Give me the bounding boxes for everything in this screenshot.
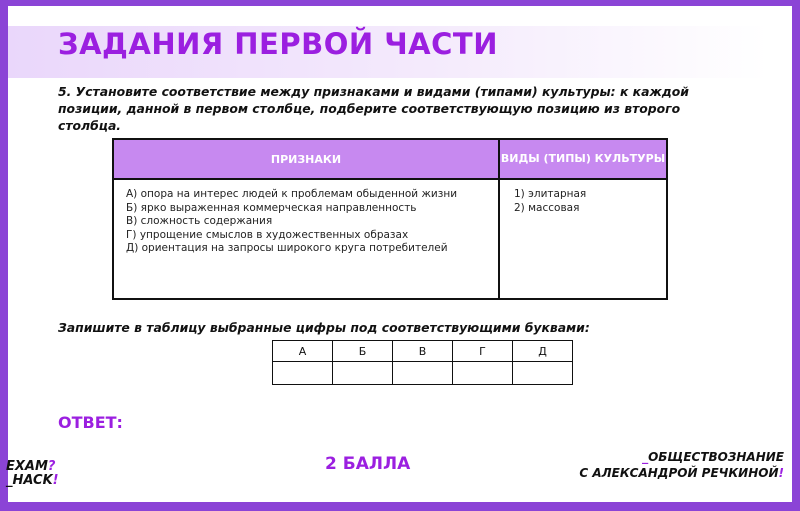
feature-item: Г) упрощение смыслов в художественных образах — [126, 228, 409, 241]
logo-exam: EXAM — [6, 459, 48, 474]
answer-letter: Д — [513, 341, 573, 362]
points-label: 2 БАЛЛА — [325, 454, 411, 474]
answer-letter: В — [393, 341, 453, 362]
logo-hack: _HACK — [6, 473, 53, 488]
matching-table — [112, 138, 668, 300]
features-header: ПРИЗНАКИ — [114, 140, 500, 180]
course-exclamation: ! — [778, 466, 784, 480]
course-underscore: _ — [642, 450, 649, 464]
types-header: ВИДЫ (ТИПЫ) КУЛЬТУРЫ — [500, 140, 666, 180]
features-cell — [114, 180, 500, 298]
answer-table — [272, 340, 573, 385]
feature-item: Б) ярко выраженная коммерческая направленность — [126, 201, 417, 214]
feature-item: А) опора на интерес людей к проблемам обыденной жизни — [126, 188, 458, 200]
page-title: ЗАДАНИЯ ПЕРВОЙ ЧАСТИ — [58, 27, 498, 61]
answer-letter: А — [273, 341, 333, 362]
logo-exclamation: ! — [52, 473, 59, 488]
instruction-text: Запишите в таблицу выбранные цифры под соответствующими буквами: — [58, 320, 590, 335]
course-credit — [579, 449, 784, 481]
answer-cell[interactable] — [453, 362, 513, 385]
type-item: 2) массовая — [514, 201, 580, 214]
answer-cell[interactable] — [333, 362, 393, 385]
answer-cell[interactable] — [273, 362, 333, 385]
examhack-logo — [6, 460, 59, 488]
answer-letter: Б — [333, 341, 393, 362]
course-subject: ОБЩЕСТВОЗНАНИЕ — [648, 450, 784, 464]
types-cell — [500, 180, 666, 298]
feature-item: Д) ориентация на запросы широкого круга потребителей — [126, 242, 448, 254]
answer-letter: Г — [453, 341, 513, 362]
answer-cell[interactable] — [513, 362, 573, 385]
logo-question-mark: ? — [47, 459, 56, 474]
question-text: 5. Установите соответствие между признаками и видами (типами) культуры: к каждой позиции, данной в первом столбце, подберите соответствующую позицию из второго столбца. — [58, 84, 689, 133]
course-teacher: С АЛЕКСАНДРОЙ РЕЧКИНОЙ — [579, 466, 779, 480]
type-item: 1) элитарная — [514, 188, 587, 200]
answer-label: ОТВЕТ: — [58, 413, 123, 432]
answer-cell[interactable] — [393, 362, 453, 385]
feature-item: В) сложность содержания — [126, 215, 273, 227]
